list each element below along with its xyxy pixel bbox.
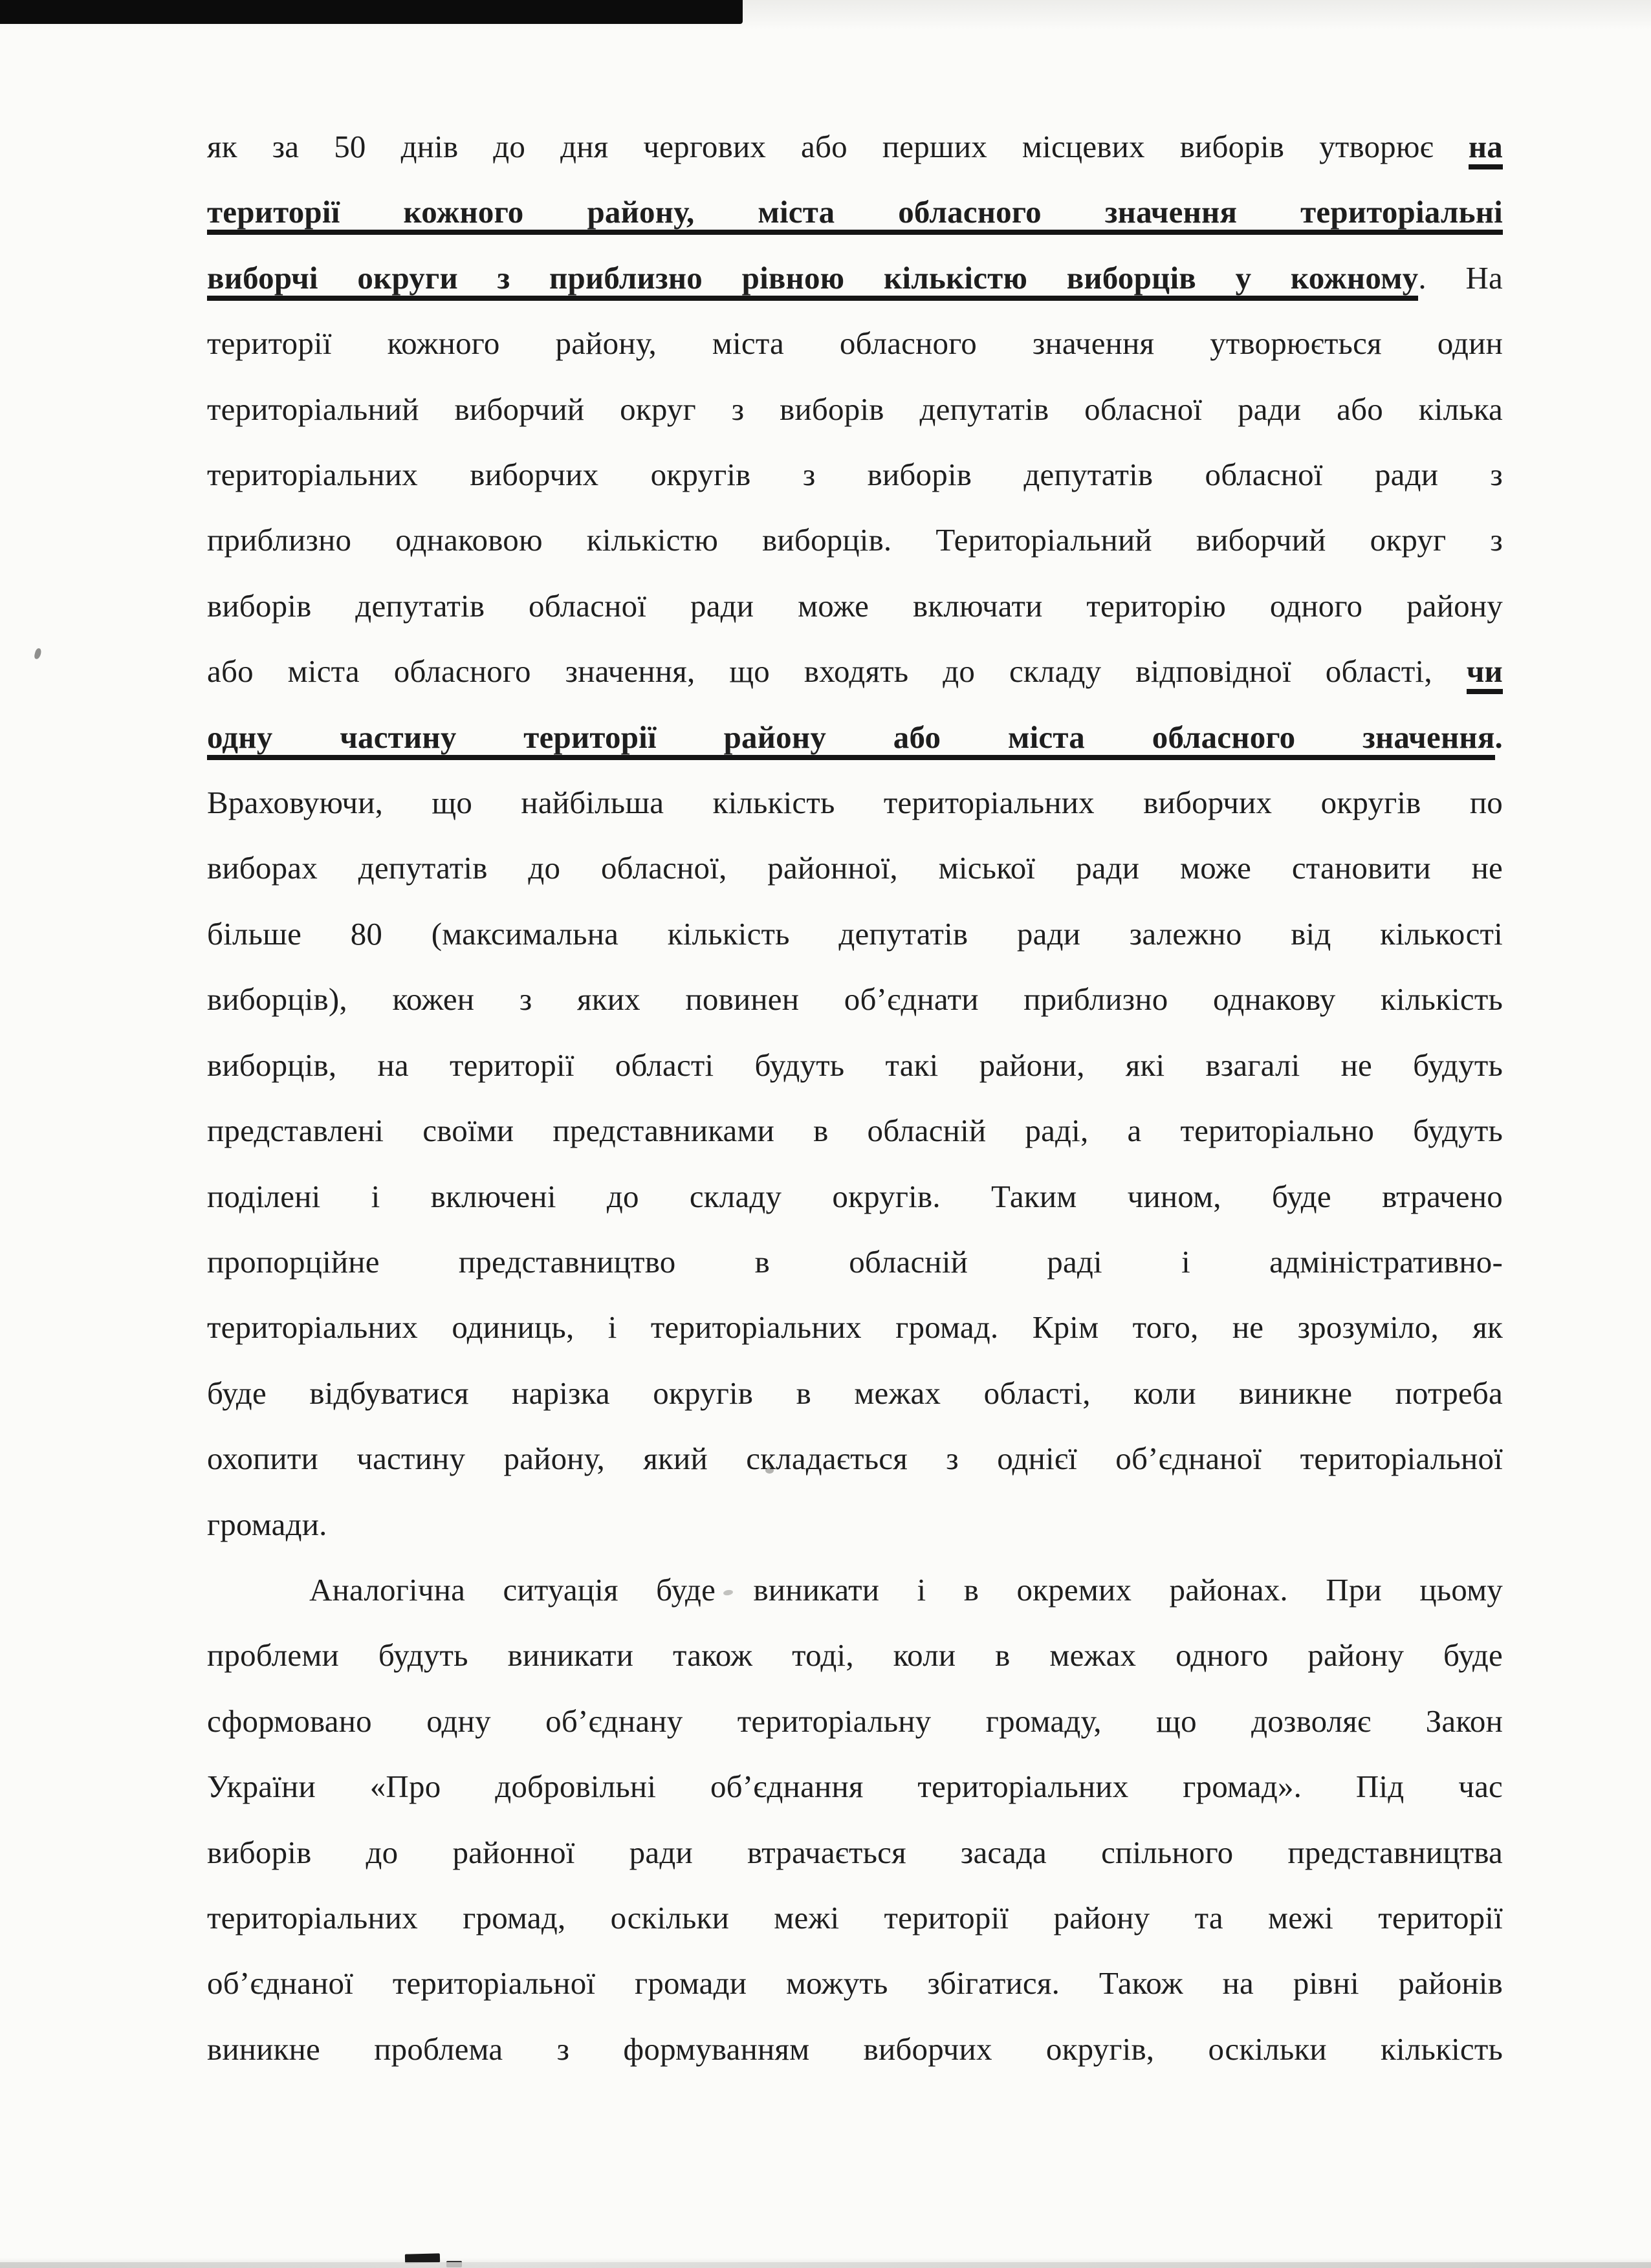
text-run: виборців), кожен з яких повинен об’єднати приблизно однакову кількість: [207, 981, 1503, 1018]
text-line: [207, 1492, 1503, 1557]
text-run: виборах депутатів до обласної, районної, міської ради може становити не: [207, 850, 1503, 886]
text-line: [207, 179, 1503, 245]
text-run: Аналогічна ситуація буде виникати і в окремих районах. При цьому: [309, 1571, 1503, 1608]
text-run: приблизно однаковою кількістю виборців. Територіальний виборчий округ з: [207, 522, 1503, 558]
scan-speck: [34, 648, 42, 660]
text-run: пропорційне представництво в обласній раді і адміністративно-: [207, 1243, 1503, 1280]
text-line: [207, 1426, 1503, 1491]
emphasized-text-run: .: [1494, 719, 1503, 755]
text-line: [207, 1294, 1503, 1360]
text-line: [207, 573, 1503, 638]
text-run: громади.: [207, 1506, 327, 1542]
text-run: або міста обласного значення, що входять до складу відповідної області,: [207, 653, 1467, 690]
text-line: [207, 770, 1503, 835]
text-run: України «Про добровільні об’єднання територіальних громад». Під час: [207, 1769, 1503, 1805]
text-run: виборців, на території області будуть такі райони, які взагалі не будуть: [207, 1047, 1503, 1083]
text-line: [207, 901, 1503, 966]
text-run: представлені своїми представниками в обласній раді, а територіально будуть: [207, 1113, 1503, 1149]
text-run: виникне проблема з формуванням виборчих округів, оскільки кількість: [207, 2031, 1503, 2067]
document-text: [207, 114, 1503, 2082]
text-line: [207, 1360, 1503, 1426]
text-line: [207, 1229, 1503, 1294]
text-run: територіальних виборчих округів з виборів депутатів обласної ради з: [207, 457, 1503, 493]
emphasized-text-run: території кожного району, міста обласного значення територіальні: [207, 194, 1503, 235]
text-line: [207, 1688, 1503, 1754]
emphasized-text-run: одну частину території району або міста обласного значення: [207, 719, 1495, 760]
text-line: [207, 1098, 1503, 1163]
text-line: [207, 245, 1503, 311]
text-run: виборів депутатів обласної ради може включати територію одного району: [207, 587, 1503, 624]
text-run: територіальний виборчий округ з виборів депутатів обласної ради або кілька: [207, 391, 1503, 427]
text-line: [207, 2016, 1503, 2082]
text-line: [207, 835, 1503, 900]
text-line: [207, 311, 1503, 376]
text-run: . На: [1418, 259, 1503, 296]
text-run: території кожного району, міста обласного значення утворюється один: [207, 325, 1503, 362]
text-line: [207, 442, 1503, 507]
text-line: [207, 376, 1503, 442]
text-line: [207, 1557, 1503, 1622]
text-line: [207, 704, 1503, 770]
text-line: [207, 114, 1503, 179]
text-run: територіальних одиниць, і територіальних громад. Крім того, не зрозуміло, як: [207, 1309, 1503, 1346]
text-run: Враховуючи, що найбільша кількість територіальних виборчих округів по: [207, 785, 1503, 821]
text-line: [207, 1950, 1503, 2016]
text-run: охопити частину району, який складається з однієї об’єднаної територіальної: [207, 1441, 1503, 1477]
text-run: сформовано одну об’єднану територіальну громаду, що дозволяє Закон: [207, 1703, 1503, 1739]
text-run: територіальних громад, оскільки межі території району та межі території: [207, 1899, 1503, 1935]
text-line: [207, 1164, 1503, 1229]
text-run: як за 50 днів до дня чергових або перших місцевих виборів утворює: [207, 129, 1469, 164]
scanner-bottom-edge-artifact: [0, 2262, 1651, 2268]
text-line: [207, 638, 1503, 704]
text-run: буде відбуватися нарізка округів в межах області, коли виникне потреба: [207, 1375, 1503, 1411]
text-run: виборів до районної ради втрачається засада спільного представництва: [207, 1834, 1503, 1870]
text-line: [207, 1820, 1503, 1885]
text-run: об’єднаної територіальної громади можуть збігатися. Також на рівні районів: [207, 1965, 1503, 2001]
text-line: [207, 1032, 1503, 1098]
text-run: поділені і включені до складу округів. Таким чином, буде втрачено: [207, 1178, 1503, 1214]
emphasized-text-run: на: [1469, 129, 1503, 169]
text-line: [207, 507, 1503, 572]
text-line: [207, 966, 1503, 1032]
text-run: більше 80 (максимальна кількість депутатів ради залежно від кількості: [207, 915, 1503, 952]
text-line: [207, 1622, 1503, 1688]
text-line: [207, 1885, 1503, 1950]
emphasized-text-run: чи: [1467, 653, 1503, 694]
scanner-edge-artifact: [0, 0, 743, 24]
text-run: проблеми будуть виникати також тоді, коли в межах одного району буде: [207, 1637, 1503, 1674]
text-line: [207, 1754, 1503, 1819]
emphasized-text-run: виборчі округи з приблизно рівною кількістю виборців у кожному: [207, 260, 1418, 301]
